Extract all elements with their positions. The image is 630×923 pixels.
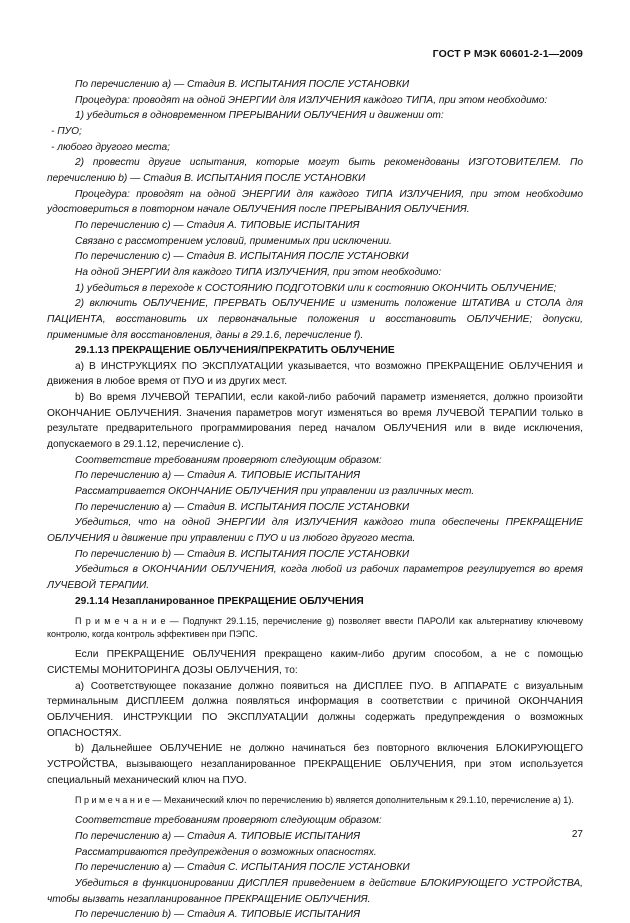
paragraph: По перечислению а) — Стадия В. ИСПЫТАНИЯ ПОСЛЕ УСТАНОВКИ	[75, 501, 410, 513]
paragraph: По перечислению с) — Стадия А. ТИПОВЫЕ ИСПЫТАНИЯ	[75, 219, 360, 231]
paragraph: а) В ИНСТРУКЦИЯХ ПО ЭКСПЛУАТАЦИИ указывается, что возможно ПРЕКРАЩЕНИЕ ОБЛУЧЕНИЯ и движения в любое время от ПУО и из других мест.	[47, 360, 583, 388]
paragraph: Соответствие требованиям проверяют следующим образом:	[75, 815, 382, 827]
paragraph: а) Соответствующее показание должно появиться на ДИСПЛЕЕ ПУО. В АППАРАТЕ с визуальным терминальным ДИСПЛЕЕМ должна появляться информация в соответствии с причиной ОКОНЧАНИЯ ОБЛУЧЕНИЯ. ИНСТРУКЦИИ ПО ЭКСПЛУАТАЦИИ должны содержать предупреждения о возможных ОПАСНОСТЯХ.	[47, 680, 583, 739]
paragraph: Убедиться в ОКОНЧАНИИ ОБЛУЧЕНИЯ, когда любой из рабочих параметров регулируется во время ЛУЧЕВОЙ ТЕРАПИИ.	[47, 564, 583, 591]
paragraph: Если ПРЕКРАЩЕНИЕ ОБЛУЧЕНИЯ прекращено каким-либо другим способом, а не с помощью СИСТЕМЫ МОНИТОРИНГА ДОЗЫ ОБЛУЧЕНИЯ, то:	[47, 649, 583, 676]
page-number: 27	[571, 829, 583, 840]
paragraph: Рассматривается ОКОНЧАНИЕ ОБЛУЧЕНИЯ при управлении из различных мест.	[75, 486, 475, 498]
paragraph: По перечислению а) — Стадия А. ТИПОВЫЕ ИСПЫТАНИЯ	[75, 470, 361, 482]
paragraph: По перечислению b) — Стадия А. ТИПОВЫЕ ИСПЫТАНИЯ	[75, 909, 361, 921]
paragraph: По перечислению b) — Стадия В. ИСПЫТАНИЯ ПОСЛЕ УСТАНОВКИ	[75, 548, 410, 560]
document-header: ГОСТ Р МЭК 60601-2-1—2009	[432, 48, 583, 60]
paragraph: Убедиться в функционировании ДИСПЛЕЯ приведением в действие БЛОКИРУЮЩЕГО УСТРОЙСТВА, чтобы вызвать незапланированное ПРЕКРАЩЕНИЕ ОБЛУЧЕНИЯ.	[47, 877, 583, 905]
section-heading: 29.1.13 ПРЕКРАЩЕНИЕ ОБЛУЧЕНИЯ/ПРЕКРАТИТЬ ОБЛУЧЕНИЕ	[75, 345, 395, 357]
paragraph: По перечислению а) — Стадия В. ИСПЫТАНИЯ ПОСЛЕ УСТАНОВКИ	[75, 79, 410, 90]
paragraph: 1) убедиться в переходе к СОСТОЯНИЮ ПОДГОТОВКИ или к состоянию ОКОНЧИТЬ ОБЛУЧЕНИЕ;	[75, 282, 557, 294]
paragraph: - любого другого места;	[51, 141, 170, 153]
paragraph: Соответствие требованиям проверяют следующим образом:	[75, 454, 382, 466]
paragraph: На одной ЭНЕРГИИ для каждого ТИПА ИЗЛУЧЕНИЯ, при этом необходимо:	[75, 266, 442, 278]
paragraph: Процедура: проводят на одной ЭНЕРГИИ для ИЗЛУЧЕНИЯ каждого ТИПА, при этом необходимо:	[75, 94, 548, 106]
paragraph: 2) включить ОБЛУЧЕНИЕ, ПРЕРВАТЬ ОБЛУЧЕНИЕ и изменить положение ШТАТИВА и СТОЛА для ПАЦИЕНТА, восстановить их первоначальные положения и восстановить ОБЛУЧЕНИЕ; допуски, применимые для восстановления, даны в 29.1.6, перечисление f).	[47, 298, 583, 341]
paragraph: - ПУО;	[51, 125, 82, 137]
paragraph: b) Во время ЛУЧЕВОЙ ТЕРАПИИ, если какой-либо рабочий параметр изменяется, должно произойти ОКОНЧАНИЕ ОБЛУЧЕНИЯ. Значения параметров могут изменяться во время ЛУЧЕВОЙ ТЕРАПИИ только в результате предварительного программирования перед началом ОБЛУЧЕНИЯ или в виде исключения, допускаемого в 29.1.12, перечисление с).	[47, 392, 583, 451]
paragraph: По перечислению а) — Стадия С. ИСПЫТАНИЯ ПОСЛЕ УСТАНОВКИ	[75, 862, 410, 874]
document-body	[47, 77, 583, 923]
paragraph: Убедиться, что на одной ЭНЕРГИИ для ИЗЛУЧЕНИЯ каждого типа обеспечены ПРЕКРАЩЕНИЕ ОБЛУЧЕНИЯ и движение при управлении с ПУО и из любого другого места.	[47, 517, 583, 545]
paragraph: Связано с рассмотрением условий, применимых при исключении.	[75, 235, 392, 247]
section-heading: 29.1.14 Незапланированное ПРЕКРАЩЕНИЕ ОБЛУЧЕНИЯ	[75, 595, 364, 607]
paragraph: b) Дальнейшее ОБЛУЧЕНИЕ не должно начинаться без повторного включения БЛОКИРУЮЩЕГО УСТРОЙСТВА, вызывающего незапланированное ПРЕКРАЩЕНИЕ ОБЛУЧЕНИЯ, при этом используется специальный механический ключ на ПУО.	[47, 743, 583, 786]
note: П р и м е ч а н и е — Механический ключ по перечислению b) является дополнительным к 29.1.10, перечисление а) 1).	[75, 795, 574, 806]
paragraph: Рассматриваются предупреждения о возможных опасностях.	[75, 846, 377, 858]
note: П р и м е ч а н и е — Подпункт 29.1.15, перечисление g) позволяет ввести ПАРОЛИ как альтернативу ключевому контролю, когда контроль эффективен при ПЭПС.	[47, 616, 583, 640]
paragraph: По перечислению а) — Стадия А. ТИПОВЫЕ ИСПЫТАНИЯ	[75, 830, 361, 842]
paragraph: 2) провести другие испытания, которые могут быть рекомендованы ИЗГОТОВИТЕЛЕМ. По перечислению b) — Стадия В. ИСПЫТАНИЯ ПОСЛЕ УСТАНОВКИ	[47, 157, 583, 184]
paragraph: По перечислению с) — Стадия В. ИСПЫТАНИЯ ПОСЛЕ УСТАНОВКИ	[75, 251, 409, 263]
paragraph: 1) убедиться в одновременном ПРЕРЫВАНИИ ОБЛУЧЕНИЯ и движении от:	[75, 110, 444, 122]
paragraph: Процедура: проводят на одной ЭНЕРГИИ для каждого ТИПА ИЗЛУЧЕНИЯ, при этом необходимо удостовериться в повторном начале ОБЛУЧЕНИЯ после ПРЕРЫВАНИЯ ОБЛУЧЕНИЯ.	[47, 188, 583, 216]
